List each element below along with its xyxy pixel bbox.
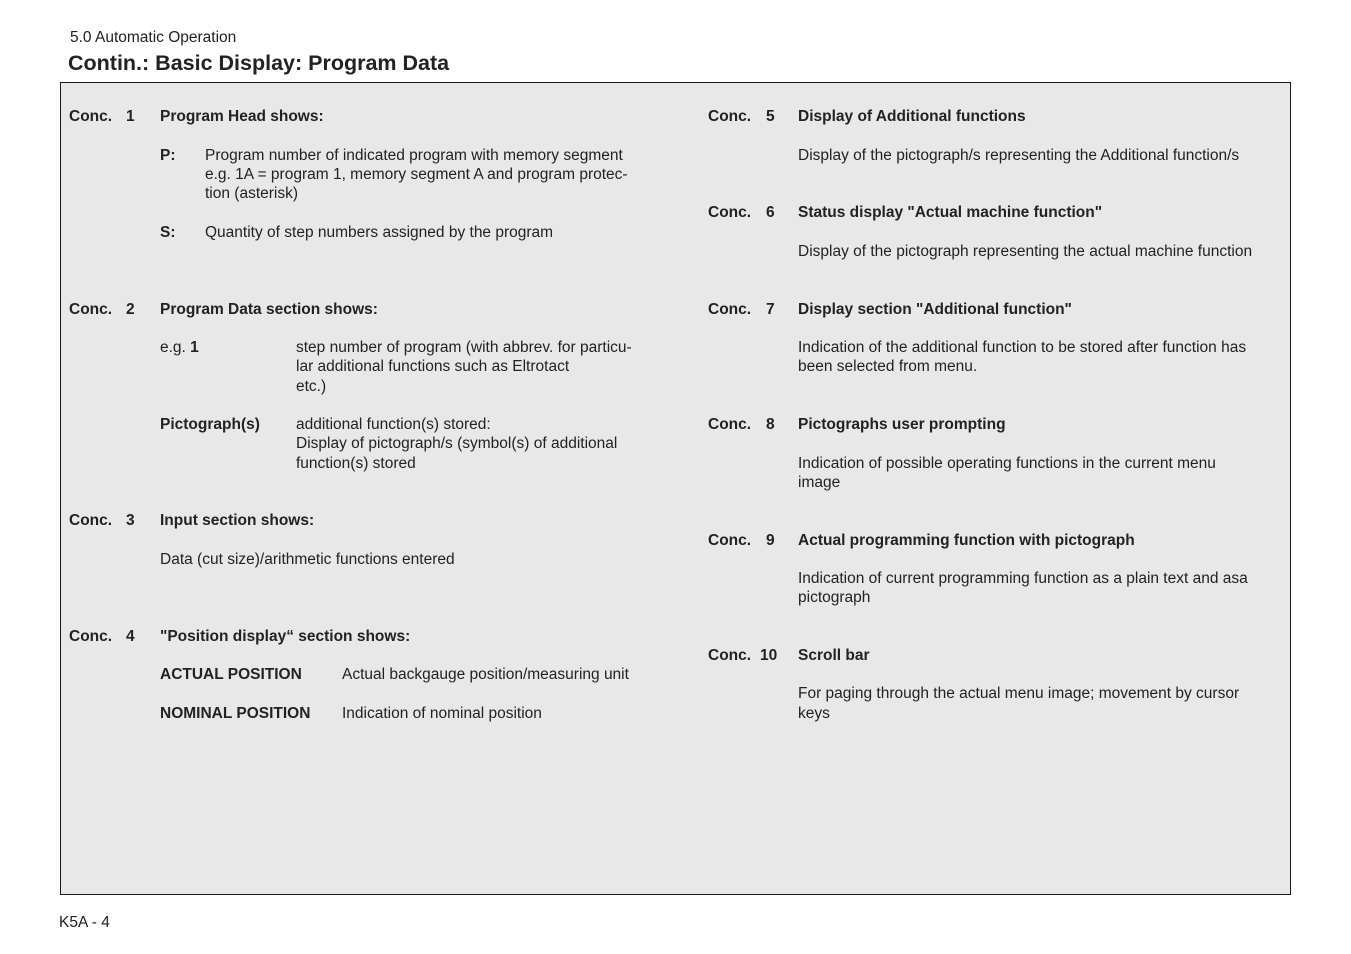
conc2-title: Program Data section shows: — [160, 301, 378, 318]
conc7-line2: been selected from menu. — [798, 358, 978, 375]
conc4-number: 4 — [126, 628, 135, 645]
conc1-s-key: S: — [160, 224, 176, 241]
content-panel — [60, 82, 1291, 895]
conc2-example-prefix: e.g. — [160, 339, 186, 356]
section-label: 5.0 Automatic Operation — [70, 29, 237, 46]
conc2-eg-line3: etc.) — [296, 378, 327, 395]
conc4-label: Conc. — [69, 628, 113, 645]
conc9-line2: pictograph — [798, 589, 871, 606]
conc5-text: Display of the pictograph/s representing the Additional function/s — [798, 147, 1240, 164]
conc1-p-key: P: — [160, 147, 176, 164]
conc10-line2: keys — [798, 705, 830, 722]
conc2-picto-line3: function(s) stored — [296, 455, 416, 472]
conc9-label: Conc. — [708, 532, 752, 549]
conc7-line1: Indication of the additional function to be stored after function has — [798, 339, 1247, 356]
conc6-label: Conc. — [708, 204, 752, 221]
conc2-pictograph-key: Pictograph(s) — [160, 416, 260, 433]
conc8-line1: Indication of possible operating functions in the current menu — [798, 455, 1216, 472]
conc6-text: Display of the pictograph representing the actual machine function — [798, 243, 1253, 260]
conc2-example — [160, 338, 199, 358]
conc3-title: Input section shows: — [160, 512, 315, 529]
conc4-title: "Position display“ section shows: — [160, 628, 411, 645]
conc5-label: Conc. — [708, 108, 752, 125]
conc8-line2: image — [798, 474, 841, 491]
conc1-title: Program Head shows: — [160, 108, 324, 125]
conc4-actual-text: Actual backgauge position/measuring unit — [342, 666, 629, 683]
conc7-number: 7 — [766, 301, 775, 318]
conc1-p-line3: tion (asterisk) — [205, 185, 299, 202]
conc3-text: Data (cut size)/arithmetic functions entered — [160, 551, 455, 568]
conc9-title: Actual programming function with pictograph — [798, 532, 1135, 549]
conc7-title: Display section "Additional function" — [798, 301, 1072, 318]
conc10-label: Conc. — [708, 647, 752, 664]
conc2-eg-line1: step number of program (with abbrev. for particu- — [296, 339, 632, 356]
conc4-nominal-key: NOMINAL POSITION — [160, 705, 311, 722]
conc6-number: 6 — [766, 204, 775, 221]
conc2-example-value: 1 — [190, 339, 199, 356]
conc10-title: Scroll bar — [798, 647, 870, 664]
conc3-number: 3 — [126, 512, 135, 529]
conc9-line1: Indication of current programming function as a plain text and asa — [798, 570, 1248, 587]
footer-page-code: K5A - 4 — [59, 914, 110, 931]
conc1-label: Conc. — [69, 108, 113, 125]
conc8-number: 8 — [766, 416, 775, 433]
conc9-number: 9 — [766, 532, 775, 549]
conc1-p-line1: Program number of indicated program with memory segment — [205, 147, 623, 164]
conc2-picto-line1: additional function(s) stored: — [296, 416, 491, 433]
conc10-number: 10 — [760, 647, 778, 664]
conc1-s-text: Quantity of step numbers assigned by the program — [205, 224, 554, 241]
conc2-eg-line2: lar additional functions such as Eltrotact — [296, 358, 570, 375]
conc5-number: 5 — [766, 108, 775, 125]
conc8-title: Pictographs user prompting — [798, 416, 1006, 433]
conc7-label: Conc. — [708, 301, 752, 318]
conc10-line1: For paging through the actual menu image; movement by cursor — [798, 685, 1240, 702]
conc3-label: Conc. — [69, 512, 113, 529]
conc5-title: Display of Additional functions — [798, 108, 1026, 125]
conc8-label: Conc. — [708, 416, 752, 433]
conc1-p-line2: e.g. 1A = program 1, memory segment A and program protec- — [205, 166, 628, 183]
conc6-title: Status display "Actual machine function" — [798, 204, 1103, 221]
conc4-nominal-text: Indication of nominal position — [342, 705, 542, 722]
page-title: Contin.: Basic Display: Program Data — [68, 51, 450, 75]
conc2-label: Conc. — [69, 301, 113, 318]
conc2-number: 2 — [126, 301, 135, 318]
conc2-picto-line2: Display of pictograph/s (symbol(s) of additional — [296, 435, 618, 452]
conc4-actual-key: ACTUAL POSITION — [160, 666, 302, 683]
conc1-number: 1 — [126, 108, 135, 125]
